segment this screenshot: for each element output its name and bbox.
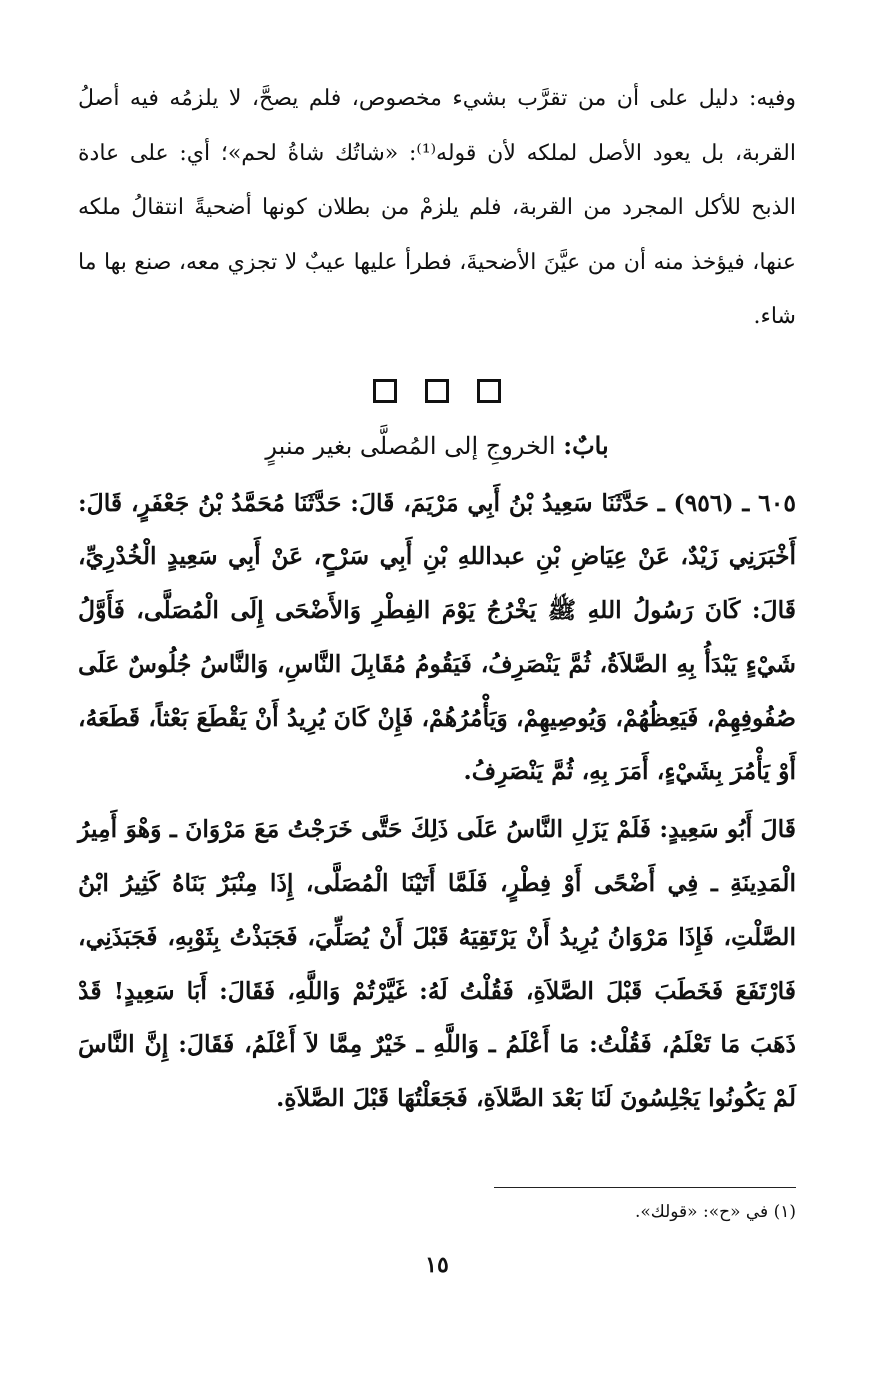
separator-box-icon xyxy=(373,379,397,403)
hadith-paragraph: ٦٠٥ ـ (٩٥٦) ـ حَدَّثَنَا سَعِيدُ بْنُ أَبِي مَرْيَمَ، قَالَ: حَدَّثَنَا مُحَمَّدُ بْنُ جَعْفَرٍ، قَالَ: أَخْبَرَنِي زَيْدٌ، عَنْ عِيَاضِ بْنِ عبداللهِ بْنِ أَبِي سَرْحٍ، عَنْ أَبِي سَعِيدٍ الْخُدْرِيِّ، قَالَ: كَانَ رَسُولُ اللهِ ﷺ يَخْرُجُ يَوْمَ الفِطْرِ وَالأَضْحَى إِلَى الْمُصَلَّى، فَأَوَّلُ شَيْءٍ يَبْدَأُ بِهِ الصَّلاَةُ، ثُمَّ يَنْصَرِفُ، فَيَقُومُ مُقَابِلَ النَّاسِ، وَالنَّاسُ جُلُوسٌ عَلَى صُفُوفِهِمْ، فَيَعِظُهُمْ، وَيُوصِيهِمْ، وَيَأْمُرُهُمْ، فَإِنْ كَانَ يُرِيدُ أَنْ يَقْطَعَ بَعْثاً، قَطَعَهُ، أَوْ يَأْمُرَ بِشَيْءٍ، أَمَرَ بِهِ، ثُمَّ يَنْصَرِفُ. xyxy=(78,488,797,786)
footnote-divider xyxy=(494,1187,796,1188)
separator-box-icon xyxy=(425,379,449,403)
chapter-label: بابٌ: xyxy=(563,430,609,460)
book-page xyxy=(78,72,796,1332)
page-number: ١٥ xyxy=(425,1252,449,1278)
chapter-heading xyxy=(78,421,796,471)
chapter-title: الخروجِ إلى المُصلَّى بغير منبرٍ xyxy=(265,431,556,460)
separator-box-icon xyxy=(477,379,501,403)
section-separator xyxy=(78,379,796,403)
hadith-continued-paragraph: قَالَ أَبُو سَعِيدٍ: فَلَمْ يَزَلِ النَّاسُ عَلَى ذَلِكَ حَتَّى خَرَجْتُ مَعَ مَرْوَانَ ـ وَهْوَ أَمِيرُ الْمَدِينَةِ ـ فِي أَضْحًى أَوْ فِطْرٍ، فَلَمَّا أَتَيْنَا الْمُصَلَّى، إِذَا مِنْبَرٌ بَنَاهُ كَثِيرُ ابْنُ الصَّلْتِ، فَإِذَا مَرْوَانُ يُرِيدُ أَنْ يَرْتَقِيَهُ قَبْلَ أَنْ يُصَلِّيَ، فَجَبَذْتُ بِثَوْبِهِ، فَجَبَذَنِي، فَارْتَفَعَ فَخَطَبَ قَبْلَ الصَّلاَةِ، فَقُلْتُ لَهُ: غَيَّرْتُمْ وَاللَّهِ، فَقَالَ: أَبَا سَعِيدٍ! قَدْ ذَهَبَ مَا تَعْلَمُ، فَقُلْتُ: مَا أَعْلَمُ ـ وَاللَّهِ ـ خَيْرٌ مِمَّا لاَ أَعْلَمُ، فَقَالَ: إِنَّ النَّاسَ لَمْ يَكُونُوا يَجْلِسُونَ لَنَا بَعْدَ الصَّلاَةِ، فَجَعَلْتُهَا قَبْلَ الصَّلاَةِ. xyxy=(78,815,796,1113)
footnote: (١) في «ح»: «قولك». xyxy=(634,1202,796,1222)
commentary-paragraph: وفيه: دليل على أن من تقرَّب بشيء مخصوص، فلم يصحَّ، لا يلزمُه فيه أصلُ القربة، بل يعود الأصل لملكه لأن قوله⁽¹⁾: «شاتُك شاةُ لحم»؛ أي: على عادة الذبح للأكل المجرد من القربة، فلم يلزمْ من بطلان كونها أضحيةً انتقالُ ملكه عنها، فيؤخذ منه أن من عيَّنَ الأضحيةَ، فطرأ عليها عيبٌ لا تجزي معه، صنع بها ما شاء. xyxy=(78,86,796,329)
